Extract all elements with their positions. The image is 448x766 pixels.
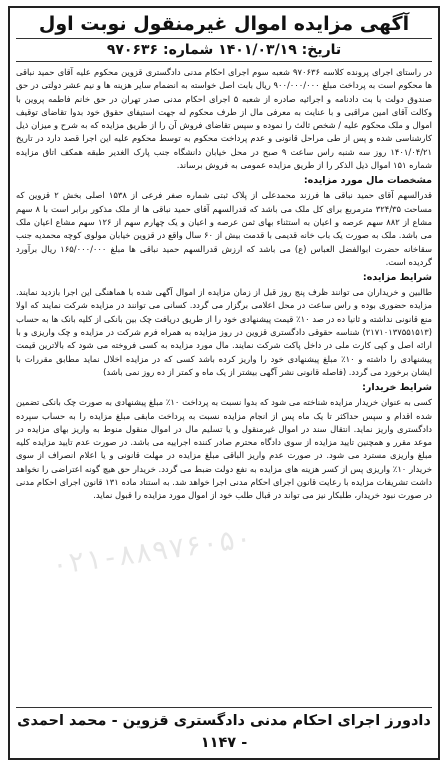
phone-watermark: ۰۲۱-۸۸۹۷۶۰۵۰ xyxy=(49,520,255,582)
conditions-paragraph: طالبین و خریداران می توانند ظرف پنج روز قبل از زمان مزایده از اموال آگهی شده با هماهنگی این اجرا بازدید نمایند. مزایده حضوری بوده و راس ساعت در محل اعلامی برگزار می گردد. کسانی می توانند در مزایده شرکت نمایند که اولا منع قانونی نداشته و ثانیا ده در صد ۱۰٪ قیمت پیشنهادی خود را از طریق دریافت چک بین بانکی از کلیه بانک ها به حساب (۲۱۷۱۰۱۳۷۵۵۱۵۱۳) شناسه حقوقی دادگستری قزوین در روز مزایده به همراه فرم شرکت در مزایده و چک واریزی و با ارائه اصل و کپی کارت ملی در داخل پاکت شرکت نمایند. مال مورد مزایده به کسی فروخته می شود که بالاترین قیمت پیشنهادی را داشته و ۱۰٪ مبلغ پیشنهادی خود را واریز کرده باشد کسی که در مزایده اخلال نماید مطابق مقررات با ایشان برخورد می گردد. (فاصله قانونی نشر آگهی بیشتر از یک ماه و کمتر از ده روز نمی باشد) xyxy=(16,287,432,377)
property-paragraph: قدرالسهم آقای حمید نباقی ها فرزند محمدعلی از پلاک ثبتی شماره صفر فرعی از ۱۵۳۸ اصلی بخش ۲ قزوین که مساحت ۳۲۴/۳۵ مترمربع برای کل ملک می باشد که قدرالسهم آقای حمید نباقی ها از ملک مذکور برابر است با ۸ سهم مشاع از ۸۸۲ سهم عرصه و اعیان به استثناء بهای ثمن عرصه و اعیان و یک چهارم سهم از ۱۲۶ سهم مشاع اعیان ملک می باشد. ملک به صورت یک باب خانه قدیمی با قدمت بیش از ۶۰ سال واقع در قزوین خیابان مولوی کوچه محمدیه جنب سقاخانه حضرت ابوالفضل العباس (ع) می باشد که ارزش قدرالسهم حمید نباقی ها مبلغ ۱۶۵/۰۰۰/۰۰۰ ریال برآورد گردیده است. xyxy=(16,190,433,267)
notice-title: آگهی مزایده اموال غیرمنقول نوبت اول xyxy=(38,13,410,35)
buyer-paragraph: کسی به عنوان خریدار مزایده شناخته می شود که بدوا نسبت به پرداخت ۱۰٪ مبلغ پیشنهادی به صورت چک بانکی تضمین شده اقدام و سپس حداکثر تا یک ماه پس از انجام مزایده نسبت به پرداخت مابقی مبلغ مزایده را به حساب سپرده دادگستری واریز نماید. انتقال سند در اموال غیرمنقول و یا تسلیم مال در اموال منقول منوط به واریز بهای مزایده در موعد مقرر و همچنین تایید مزایده از سوی دادگاه محترم صادر کننده اجراییه می باشد. در صورت عدم تایید مزایده کلیه مبلغ واریزی مسترد می شود. در صورت عدم واریز الباقی مبلغ مزایده در مهلت قانونی و یا اعلام انصراف از سوی خریدار ۱۰٪ واریزی پس از کسر هزینه های مزایده به نفع دولت ضبط می گردد. خریدار حق هیچ گونه اعتراضی را نخواهد داشت تشریفات مزایده با رعایت قانون اجرای احکام مدنی اجرا خواهد شد. به استناد ماده ۱۳۱ قانون اجرای احکام مدنی در صورت نبود خریدار، طلبکار نیز می تواند در قبال طلب خود از اموال مورد مزایده را قبول نماید. xyxy=(16,397,432,501)
buyer-heading: شرایط خریدار: xyxy=(362,382,432,394)
intro-paragraph: در راستای اجرای پرونده کلاسه ۹۷۰۶۳۶ شعبه سوم اجرای احکام مدنی دادگستری قزوین محکوم علیه آقای حمید نباقی ها محکوم است به پرداخت مبلغ ۹۰۰/۰۰۰/۰۰۰ ریال بابت اصل خواسته به انضمام سایر هزینه ها و نیم عشر دولتی در حق صندوق دولت با بت دادنامه و اجرائیه صادره از شعبه ۵ اجرای احکام مدنی صدر تهران در حق خانم فاطمه پروین با وکالت آقای امین مراقبی و با عنایت به معرفی مال از طرف محکوم له جهت استیفای حقوق خود بدوا تقاضای توقیف اموال و ملک محکوم علیه / شخص ثالث را نموده و سپس تقاضای فروش آن را از طریق مزایده که به شرح و میزان ذیل کارشناسی شده و پس از طی مراحل قانونی و عدم پرداخت محکوم به توسط محکوم علیه این اجرا قصد دارد در تاریخ ۱۴۰۱/۰۴/۲۱ روز سه شنبه راس ساعت ۹ صبح در محل خیابان دانشگاه جنب پارک الغدیر طبقه همکف اتاق مزایده شماره ۱۵۱ اموال ذیل الذکر را از طریق مزایده عمومی به فروش برساند. xyxy=(16,67,433,171)
notice-frame xyxy=(8,6,440,760)
notice-dateline: تاریخ: ۱۴۰۱/۰۳/۱۹ شماره: ۹۷۰۶۳۶ xyxy=(16,38,432,62)
signature-line: دادورز اجرای احکام مدنی دادگستری قزوین - محمد احمدی - ۱۱۴۷ xyxy=(16,707,432,754)
conditions-heading: شرایط مزایده: xyxy=(362,272,432,284)
property-heading: مشخصات مال مورد مزایده: xyxy=(303,175,432,187)
